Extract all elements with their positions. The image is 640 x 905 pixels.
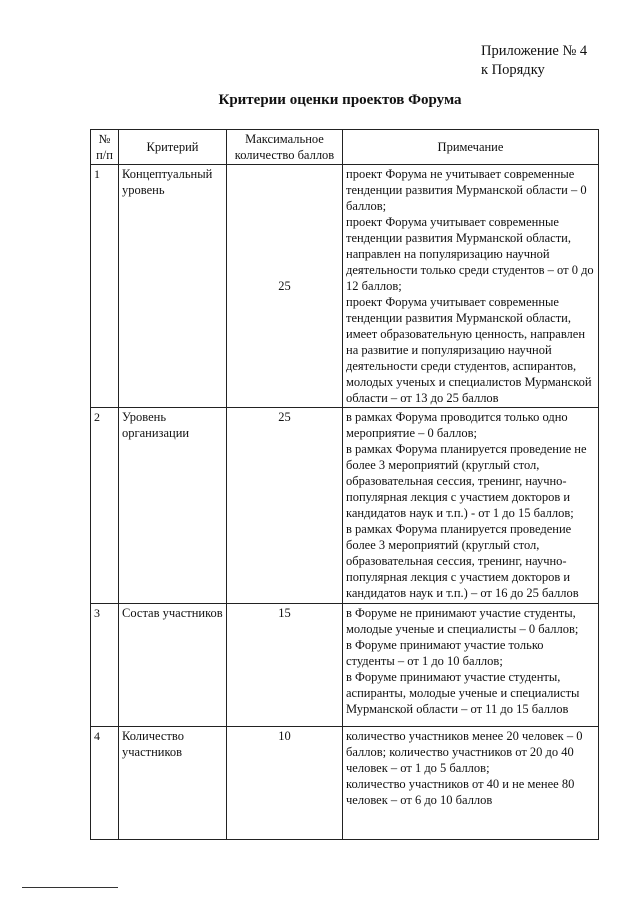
note-line: проект Форума учитывает современные тенденции развития Мурманской области, имеет образовательную ценность, направлен на развитие и популяризацию научной деятельности среди студентов, аспирантов, молодых ученых и специалистов Мурманской области – от 13 до 25 баллов [346,295,592,405]
appendix-number: Приложение № 4 [481,43,588,59]
header-criterion: Критерий [119,130,227,165]
row-max-score: 15 [227,604,343,727]
row-note [343,165,599,408]
row-max-score: 25 [227,165,343,408]
row-number: 1 [91,165,119,408]
document-title: Критерии оценки проектов Форума [218,92,462,108]
row-number: 2 [91,408,119,604]
row-number: 3 [91,604,119,727]
row-criterion: Уровень организации [119,408,227,604]
table-header-row [91,130,599,165]
appendix-reference [481,42,587,80]
note-line: в Форуме не принимают участие студенты, молодые ученые и специалисты – 0 баллов; [346,606,579,636]
appendix-order-ref: к Порядку [481,62,545,78]
note-line: количество участников менее 20 человек – 0 баллов; количество участников от 20 до 40 человек – от 1 до 5 баллов; [346,729,583,775]
header-note: Примечание [343,130,599,165]
header-number: № п/п [91,130,119,165]
note-line: в Форуме принимают участие студенты, аспиранты, молодые ученые и специалисты Мурманской области – от 11 до 15 баллов [346,670,580,716]
row-max-score: 25 [227,408,343,604]
table-row [91,604,599,727]
header-max-score: Максимальное количество баллов [227,130,343,165]
note-line: количество участников от 40 и не менее 80 человек – от 6 до 10 баллов [346,777,575,807]
note-line: проект Форума учитывает современные тенденции развития Мурманской области, направлен на популяризацию научной деятельности только среди студентов – от 0 до 12 баллов; [346,215,594,293]
criteria-table [90,129,599,840]
row-note [343,727,599,840]
note-line: в Форуме принимают участие только студенты – от 1 до 10 баллов; [346,638,544,668]
note-line: в рамках Форума планируется проведение не более 3 мероприятий (круглый стол, образовательная сессия, тренинг, научно-популярная лекция с участием докторов и кандидатов наук и т.п.) - от 1 до 15 баллов; [346,442,587,520]
row-criterion: Состав участников [119,604,227,727]
note-line: в рамках Форума проводится только одно мероприятие – 0 баллов; [346,410,568,440]
row-criterion: Концептуальный уровень [119,165,227,408]
note-line: в рамках Форума планируется проведение более 3 мероприятий (круглый стол, образовательная сессия, тренинг, научно-популярная лекция с участием докторов и кандидатов наук и т.п.) – от 16 до 25 баллов [346,522,579,600]
note-line: проект Форума не учитывает современные тенденции развития Мурманской области – 0 баллов; [346,167,587,213]
footnote-divider [22,887,118,888]
row-max-score: 10 [227,727,343,840]
row-number: 4 [91,727,119,840]
table-row [91,727,599,840]
table-row [91,408,599,604]
row-note [343,604,599,727]
table-row [91,165,599,408]
row-note [343,408,599,604]
row-criterion: Количество участников [119,727,227,840]
